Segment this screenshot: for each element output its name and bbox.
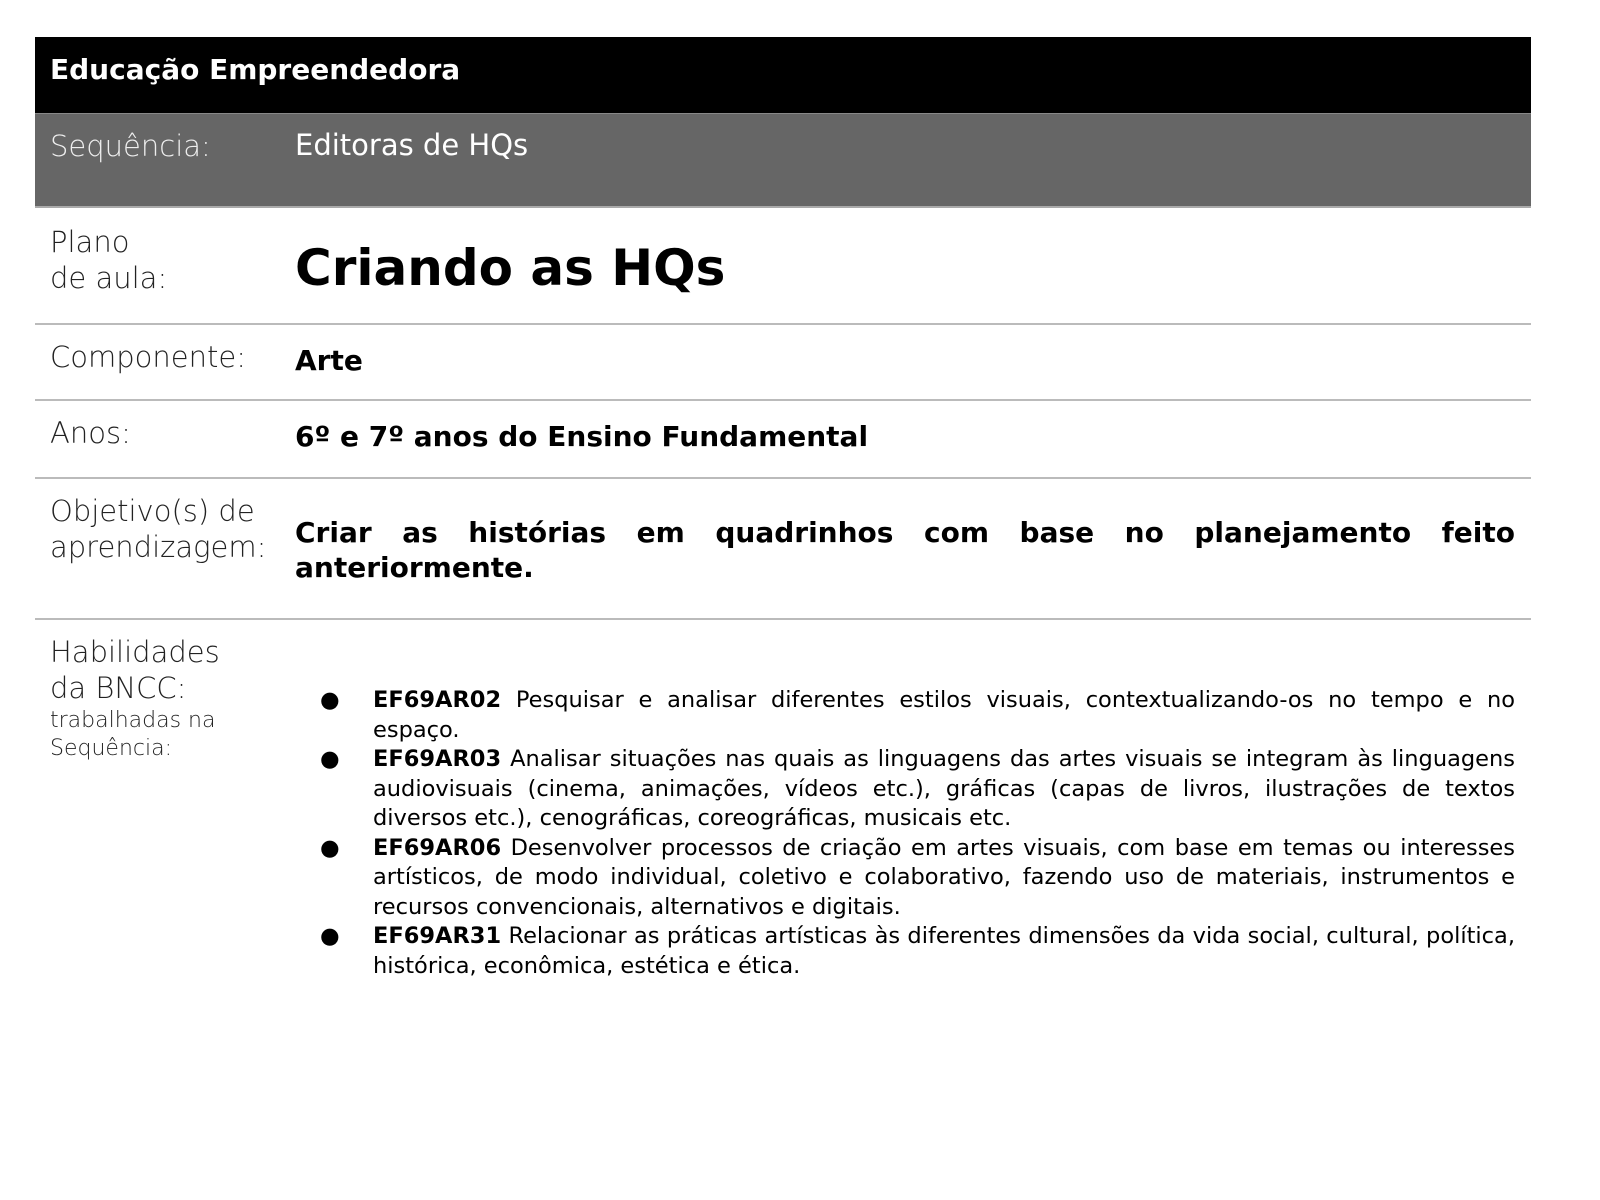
skills-label [35, 634, 295, 981]
skills-row [35, 620, 1531, 981]
lesson-plan-table [35, 37, 1531, 981]
skill-text: Pesquisar e analisar diferentes estilos visuais, contextualizando-os no tempo e no espaço. [373, 687, 1515, 743]
label-line: da BNCC: [50, 671, 187, 705]
skill-item [295, 922, 1515, 981]
skill-item [295, 686, 1515, 745]
years-row [35, 401, 1531, 479]
sequence-row [35, 113, 1531, 208]
label-line: de aula: [50, 261, 168, 295]
sequence-label: Sequência: [50, 129, 211, 163]
skill-code: EF69AR03 [373, 746, 502, 772]
label-sub-line: trabalhadas na [50, 708, 216, 733]
lesson-plan-row [35, 208, 1531, 325]
skill-item [295, 745, 1515, 834]
objectives-row [35, 479, 1531, 620]
bullet-icon: ● [320, 746, 340, 772]
label-line: Plano [50, 225, 130, 259]
label-line: aprendizagem: [50, 530, 267, 564]
component-label: Componente: [50, 340, 246, 374]
skill-text: Desenvolver processos de criação em artes visuais, com base em temas ou interesses artísticos, de modo individual, coletivo e colaborativo, fazendo uso de materiais, instrumentos e recursos convencionais, alternativos e digitais. [373, 834, 1515, 920]
component-row [35, 325, 1531, 401]
objectives-value: Criar as histórias em quadrinhos com base no planejamento feito anteriormente. [295, 516, 1515, 584]
skill-code: EF69AR31 [373, 923, 502, 949]
bullet-icon: ● [320, 923, 340, 949]
header-title: Educação Empreendedora [35, 37, 1531, 113]
label-line: Objetivo(s) de [50, 494, 255, 528]
component-value: Arte [295, 344, 363, 377]
skill-text: Analisar situações nas quais as linguagens das artes visuais se integram às linguagens audiovisuais (cinema, animações, vídeos etc.), gráficas (capas de livros, ilustrações de textos diversos etc.), cenográficas, coreográficas, musicais etc. [373, 746, 1515, 831]
skill-text: Relacionar as práticas artísticas às diferentes dimensões da vida social, cultural, política, histórica, econômica, estética e ética. [373, 923, 1515, 979]
skills-list [295, 634, 1531, 981]
objectives-label [35, 493, 295, 618]
bullet-icon: ● [320, 834, 340, 861]
bullet-icon: ● [320, 687, 340, 713]
skill-code: EF69AR02 [373, 687, 502, 713]
skill-item [295, 834, 1515, 923]
label-line: Habilidades [50, 635, 220, 669]
label-sub-line: Sequência: [50, 736, 172, 761]
years-label: Anos: [50, 416, 131, 450]
lesson-plan-label [35, 224, 295, 323]
sequence-value: Editoras de HQs [295, 128, 529, 162]
skill-code: EF69AR06 [373, 834, 502, 861]
lesson-plan-title: Criando as HQs [295, 239, 726, 297]
years-value: 6º e 7º anos do Ensino Fundamental [295, 420, 869, 453]
